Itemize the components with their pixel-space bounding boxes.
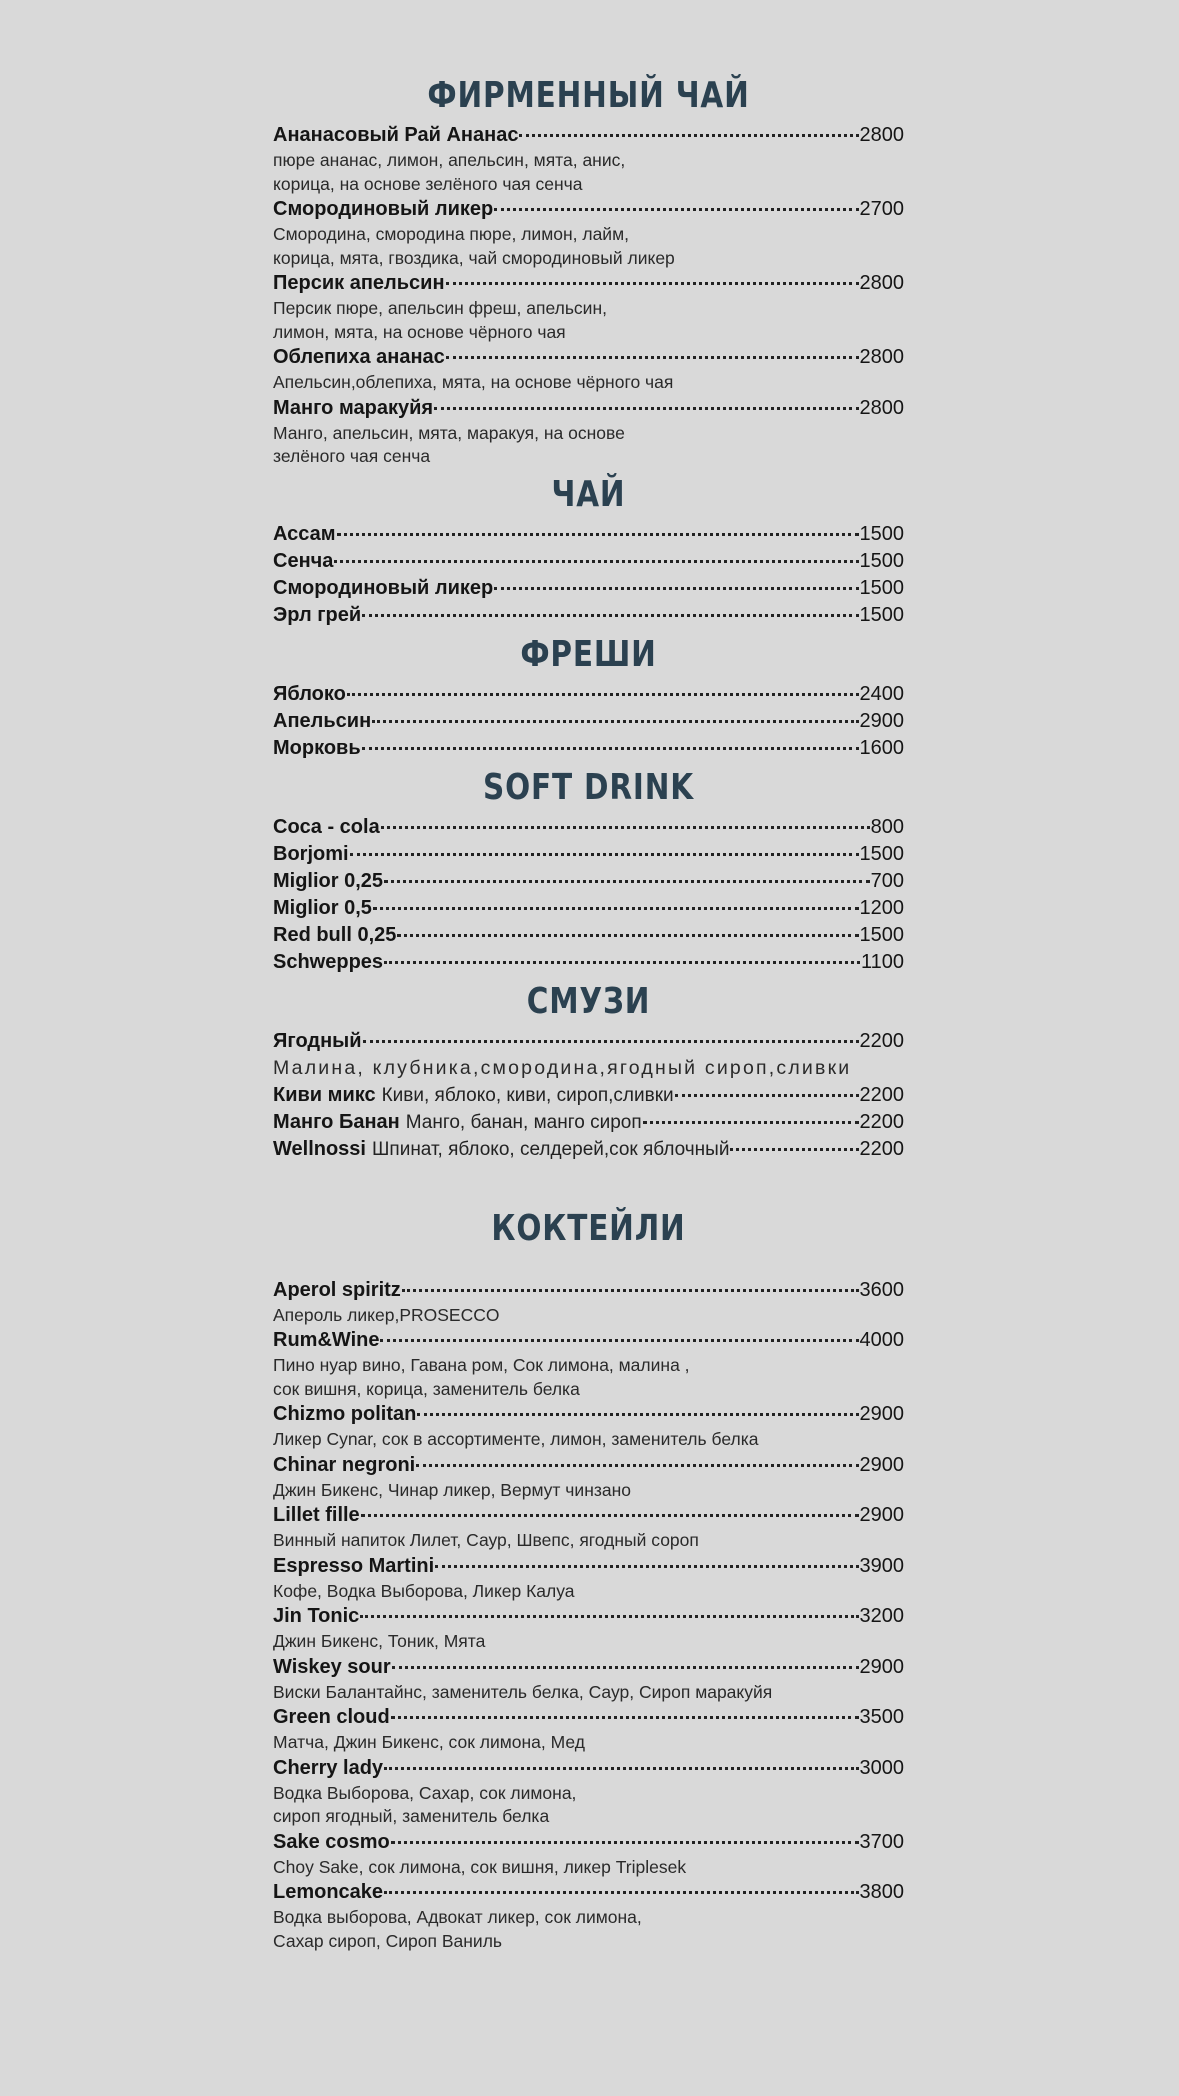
- item-name: Rum&Wine: [273, 1329, 380, 1351]
- menu-item: [273, 548, 904, 575]
- menu-item: [273, 1704, 904, 1755]
- item-price: 3700: [859, 1830, 904, 1853]
- item-price: 3500: [859, 1706, 904, 1728]
- item-description-line: Choy Sake, сок лимона, сок вишня, ликер Triplesek: [273, 1856, 687, 1877]
- dot-leader: [494, 207, 858, 211]
- dot-leader: [416, 1463, 858, 1467]
- item-price: 2900: [859, 1655, 904, 1678]
- menu-item: [273, 1136, 904, 1163]
- item-price: 3600: [859, 1278, 904, 1301]
- item-price: 1500: [859, 522, 904, 545]
- item-name: Ягодный: [273, 1029, 362, 1052]
- section-title: ЧАЙ: [551, 473, 626, 515]
- item-name: Coca - cola: [273, 815, 380, 838]
- menu-item: [273, 1277, 904, 1328]
- menu-item: [273, 841, 904, 868]
- menu-item: [273, 521, 904, 548]
- item-description-line: Смородина, смородина пюре, лимон, лайм,: [273, 224, 629, 244]
- dot-leader: [381, 825, 870, 829]
- menu-item-row: [273, 1028, 904, 1055]
- item-price: 2200: [859, 1083, 904, 1106]
- menu-section: [273, 469, 904, 629]
- item-description-line: Ликер Cynar, сок в ассортименте, лимон, заменитель белка: [273, 1429, 759, 1449]
- menu-item: [273, 1401, 904, 1452]
- item-description-line: Манго, апельсин, мята, маракуя, на основе: [273, 422, 625, 443]
- item-description-line: корица, мята, гвоздика, чай смородиновый ликер: [273, 247, 675, 268]
- item-description-line: Джин Бикенс, Тоник, Мята: [273, 1631, 486, 1651]
- dot-leader: [384, 960, 860, 964]
- menu-item-row: [273, 395, 904, 422]
- menu-item-row: [273, 196, 904, 223]
- item-price: 2900: [859, 1504, 904, 1526]
- item-price: 2700: [859, 198, 904, 220]
- dot-leader: [494, 586, 858, 590]
- item-price: 1600: [859, 736, 904, 759]
- menu-item-row: [273, 1277, 904, 1304]
- menu-item: [273, 602, 904, 629]
- menu-item-row: [273, 1452, 904, 1479]
- item-name: Borjomi: [273, 842, 349, 865]
- item-name: Эрл грей: [273, 603, 362, 626]
- item-description-line: Виски Балантайнс, заменитель белка, Саур, Сироп маракуйя: [273, 1681, 773, 1702]
- item-description-line: сироп ягодный, заменитель белка: [273, 1806, 550, 1826]
- menu-item: [273, 1829, 904, 1880]
- item-price: 2800: [859, 272, 904, 294]
- menu-item-row: [273, 602, 904, 629]
- dot-leader: [363, 1039, 859, 1043]
- item-description-line: Водка выборова, Адвокат ликер, сок лимона,: [273, 1907, 642, 1927]
- item-name: Aperol spiritz: [273, 1278, 401, 1301]
- item-price: 2800: [859, 124, 904, 146]
- item-price: 700: [870, 869, 904, 892]
- menu-item-row: [273, 1082, 904, 1109]
- menu-item-row: [273, 841, 904, 868]
- item-price: 1500: [859, 549, 904, 572]
- menu-item-row: [273, 868, 904, 895]
- section-title: ФИРМЕННЫЙ ЧАЙ: [427, 75, 750, 116]
- menu-section: [273, 629, 904, 762]
- item-price: 1500: [859, 603, 904, 626]
- dot-leader: [362, 613, 858, 617]
- menu-item: [273, 1654, 904, 1705]
- menu-item-row: [273, 708, 904, 735]
- dot-leader: [362, 746, 859, 750]
- item-name: Манго маракуйя: [273, 396, 434, 419]
- section-title: СМУЗИ: [526, 980, 651, 1022]
- menu-section: [273, 976, 904, 1163]
- item-name: Espresso Martini: [273, 1554, 435, 1577]
- dot-leader: [434, 406, 858, 410]
- dot-leader: [347, 692, 859, 696]
- menu-item: [273, 1109, 904, 1136]
- menu-item-row: [273, 1755, 904, 1782]
- item-name: Апельсин: [273, 709, 372, 732]
- item-name: Смородиновый ликер: [273, 198, 494, 220]
- dot-leader: [675, 1093, 859, 1097]
- menu-item-row: [273, 735, 904, 762]
- menu-item-row: [273, 1401, 904, 1428]
- menu-item: [273, 1028, 904, 1082]
- item-name: Chizmo politan: [273, 1403, 417, 1425]
- menu-item-row: [273, 1704, 904, 1731]
- item-name: Lillet fille: [273, 1504, 360, 1526]
- dot-leader: [397, 933, 858, 937]
- item-name: Сенча: [273, 549, 334, 572]
- menu-item-row: [273, 1136, 904, 1163]
- menu-item-row: [273, 895, 904, 922]
- item-price: 4000: [859, 1329, 904, 1351]
- menu-item-row: [273, 548, 904, 575]
- menu-item: [273, 122, 904, 196]
- menu-item: [273, 868, 904, 895]
- item-description-line: зелёного чая сенча: [273, 446, 431, 466]
- menu-item-row: [273, 1829, 904, 1856]
- menu-item: [273, 196, 904, 270]
- item-description-line: Апероль ликер,PROSECCO: [273, 1304, 500, 1325]
- item-description-line: Сахар сироп, Сироп Ваниль: [273, 1930, 503, 1951]
- item-inline-description: Манго, банан, манго сироп: [405, 1111, 642, 1133]
- dot-leader: [384, 1890, 858, 1894]
- dot-leader: [391, 1840, 859, 1844]
- item-price: 2200: [859, 1029, 904, 1052]
- item-description-line: пюре ананас, лимон, апельсин, мята, анис,: [273, 150, 626, 170]
- menu-item-row: [273, 344, 904, 371]
- item-price: 1500: [859, 923, 904, 946]
- item-price: 2800: [859, 346, 904, 368]
- section-title: SOFT DRINK: [483, 766, 694, 808]
- item-price: 2900: [859, 1403, 904, 1425]
- dot-leader: [446, 355, 859, 359]
- dot-leader: [384, 879, 870, 883]
- item-inline-description: Шпинат, яблоко, селдерей,сок яблочный: [372, 1138, 730, 1160]
- menu-item: [273, 1755, 904, 1829]
- menu-item: [273, 1082, 904, 1109]
- item-price: 800: [870, 815, 904, 838]
- item-name: Персик апельсин: [273, 272, 445, 294]
- item-name: Chinar negroni: [273, 1453, 416, 1476]
- dot-leader: [730, 1147, 858, 1151]
- item-name: Miglior 0,5: [273, 896, 372, 919]
- dot-leader: [643, 1120, 859, 1124]
- dot-leader: [384, 1766, 858, 1770]
- item-name: Sake cosmo: [273, 1830, 390, 1853]
- menu-item: [273, 344, 904, 395]
- menu-item: [273, 1327, 904, 1401]
- dot-leader: [446, 281, 859, 285]
- dot-leader: [334, 559, 858, 563]
- item-inline-description: Киви, яблоко, киви, сироп,сливки: [381, 1084, 674, 1106]
- item-price: 1100: [860, 950, 904, 973]
- item-name: Ассам: [273, 522, 336, 545]
- dot-leader: [417, 1412, 858, 1416]
- item-price: 3200: [859, 1605, 904, 1627]
- menu-item: [273, 270, 904, 344]
- item-price: 3900: [859, 1554, 904, 1577]
- menu-item: [273, 1553, 904, 1604]
- menu-item-row: [273, 814, 904, 841]
- dot-leader: [373, 906, 859, 910]
- menu-section: [273, 762, 904, 976]
- item-description-line: Пино нуар вино, Гавана ром, Сок лимона, малина ,: [273, 1355, 690, 1375]
- menu-item-row: [273, 575, 904, 602]
- item-name: Lemoncake: [273, 1881, 384, 1903]
- item-price: 3000: [859, 1756, 904, 1779]
- item-description-line: Апельсин,облепиха, мята, на основе чёрного чая: [273, 372, 674, 392]
- menu-item-row: [273, 1553, 904, 1580]
- item-price: 2900: [859, 709, 904, 732]
- menu-item-row: [273, 1879, 904, 1906]
- item-price: 3800: [859, 1881, 904, 1903]
- dot-leader: [380, 1338, 858, 1342]
- item-price: 2900: [859, 1453, 904, 1476]
- menu-item: [273, 575, 904, 602]
- menu-item: [273, 1502, 904, 1553]
- item-name: Wellnossi: [273, 1137, 366, 1160]
- dot-leader: [350, 852, 859, 856]
- item-price: 1200: [859, 896, 904, 919]
- item-price: 2200: [859, 1137, 904, 1160]
- menu-item: [273, 1879, 904, 1953]
- dot-leader: [372, 719, 858, 723]
- item-name: Miglior 0,25: [273, 869, 384, 892]
- menu-section: [273, 70, 904, 469]
- menu-item: [273, 1452, 904, 1503]
- menu-item-row: [273, 681, 904, 708]
- item-name: Jin Tonic: [273, 1605, 360, 1627]
- item-description-line: Персик пюре, апельсин фреш, апельсин,: [273, 298, 607, 318]
- menu-item-row: [273, 521, 904, 548]
- dot-leader: [402, 1288, 859, 1292]
- item-description-line: Кофе, Водка Выборова, Ликер Калуа: [273, 1580, 575, 1601]
- menu-item: [273, 681, 904, 708]
- item-name: Яблоко: [273, 682, 346, 705]
- menu-item-row: [273, 1502, 904, 1529]
- item-description-line: сок вишня, корица, заменитель белка: [273, 1378, 580, 1399]
- menu-item: [273, 735, 904, 762]
- menu-item: [273, 922, 904, 949]
- item-name: Манго Банан: [273, 1110, 400, 1133]
- menu-item-row: [273, 1327, 904, 1354]
- item-description: Малина, клубника,смородина,ягодный сироп,сливки: [273, 1056, 852, 1079]
- item-price: 2400: [859, 682, 904, 705]
- item-name: Киви микс: [273, 1083, 376, 1106]
- menu-item-row: [273, 1654, 904, 1681]
- menu-item: [273, 708, 904, 735]
- dot-leader: [392, 1665, 859, 1669]
- item-name: Облепиха ананас: [273, 346, 445, 368]
- item-name: Red bull 0,25: [273, 923, 397, 946]
- item-name: Schweppes: [273, 950, 384, 973]
- section-title: КОКТЕЙЛИ: [491, 1207, 686, 1249]
- menu-item-row: [273, 1603, 904, 1630]
- menu-item: [273, 1603, 904, 1654]
- dot-leader: [519, 133, 858, 137]
- menu-item-row: [273, 122, 904, 149]
- item-description-line: Винный напиток Лилет, Саур, Швепс, ягодный сороп: [273, 1530, 699, 1550]
- dot-leader: [360, 1614, 858, 1618]
- menu-item-row: [273, 949, 904, 976]
- section-title: ФРЕШИ: [520, 633, 657, 675]
- item-name: Green cloud: [273, 1706, 390, 1728]
- item-description-line: Водка Выборова, Сахар, сок лимона,: [273, 1782, 577, 1803]
- item-price: 2800: [859, 396, 904, 419]
- menu-section: [273, 1203, 904, 1954]
- dot-leader: [391, 1715, 859, 1719]
- item-name: Wiskey sour: [273, 1655, 391, 1678]
- item-price: 1500: [859, 576, 904, 599]
- item-price: 1500: [859, 842, 904, 865]
- item-description-line: Матча, Джин Бикенс, сок лимона, Мед: [273, 1732, 585, 1752]
- menu-item: [273, 395, 904, 469]
- menu-item: [273, 814, 904, 841]
- menu-page: [273, 0, 904, 1953]
- menu-item: [273, 895, 904, 922]
- item-name: Смородиновый ликер: [273, 576, 494, 599]
- dot-leader: [435, 1564, 858, 1568]
- menu-item-row: [273, 922, 904, 949]
- item-description-line: Джин Бикенс, Чинар ликер, Вермут чинзано: [273, 1479, 632, 1500]
- dot-leader: [361, 1513, 859, 1517]
- dot-leader: [337, 532, 859, 536]
- item-name: Cherry lady: [273, 1756, 384, 1779]
- item-price: 2200: [859, 1110, 904, 1133]
- item-name: Ананасовый Рай Ананас: [273, 124, 519, 146]
- item-description-line: корица, на основе зелёного чая сенча: [273, 173, 583, 194]
- item-description-line: лимон, мята, на основе чёрного чая: [273, 321, 566, 342]
- item-name: Морковь: [273, 736, 361, 759]
- menu-item: [273, 949, 904, 976]
- menu-item-row: [273, 1109, 904, 1136]
- menu-item-row: [273, 270, 904, 297]
